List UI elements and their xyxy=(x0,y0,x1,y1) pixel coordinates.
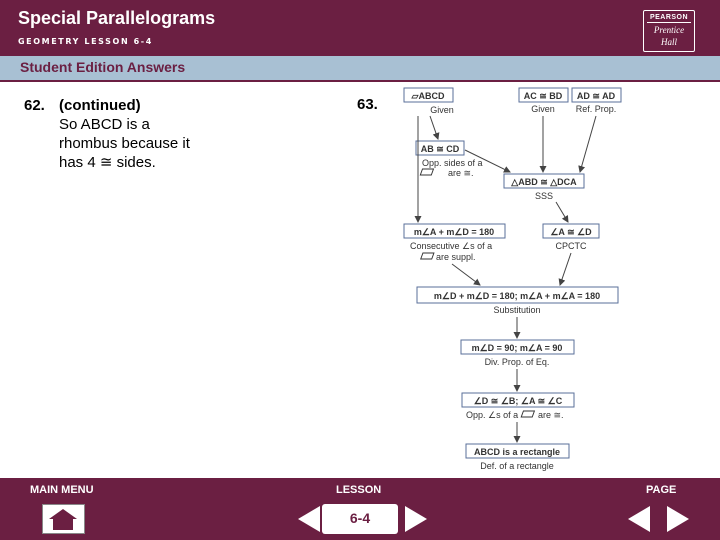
proof-box-text: AC ≅ BD xyxy=(523,91,563,101)
answer-62-number: 62. xyxy=(24,97,45,114)
previous-page-arrow-icon[interactable] xyxy=(628,506,650,532)
page-subtitle: GEOMETRY LESSON 6-4 xyxy=(18,37,153,46)
footer-bar xyxy=(0,478,720,540)
parallelogram-icon xyxy=(421,253,434,259)
proof-box-text: ▱ABCD xyxy=(411,91,445,101)
proof-box-text: ABCD is a rectangle xyxy=(473,447,561,457)
section-label: Student Edition Answers xyxy=(20,59,186,75)
main-menu-button[interactable] xyxy=(42,504,85,534)
next-page-arrow-icon[interactable] xyxy=(667,506,689,532)
proof-reason: SSS xyxy=(534,191,554,201)
proof-box-text: AB ≅ CD xyxy=(420,144,460,154)
proof-reason: are suppl. xyxy=(436,252,476,262)
lesson-label: LESSON xyxy=(336,484,382,496)
page-label: PAGE xyxy=(646,484,677,496)
proof-arrow xyxy=(580,116,596,172)
answer-62-line: rhombus because it xyxy=(59,135,190,152)
answer-62-line: has 4 ≅ sides. xyxy=(59,154,156,171)
proof-reason: Opp. sides of a xyxy=(422,158,483,168)
previous-lesson-arrow-icon[interactable] xyxy=(298,506,320,532)
proof-arrow xyxy=(452,264,480,285)
proof-reason: Given xyxy=(430,105,454,115)
proof-box-text: m∠D + m∠D = 180; m∠A + m∠A = 180 xyxy=(433,291,601,301)
next-lesson-arrow-icon[interactable] xyxy=(405,506,427,532)
logo-line1: Prentice xyxy=(653,25,685,35)
answer-62-line: So ABCD is a xyxy=(59,116,150,133)
proof-box-text: ∠D ≅ ∠B; ∠A ≅ ∠C xyxy=(473,396,563,406)
proof-reason: Substitution xyxy=(493,305,541,315)
proof-reason: are ≅. xyxy=(448,168,474,178)
lesson-number-button[interactable] xyxy=(322,504,398,534)
proof-reason: Opp. ∠s of a xyxy=(466,410,519,420)
home-icon xyxy=(43,505,84,533)
proof-reason: Ref. Prop. xyxy=(575,104,617,114)
proof-reason: Div. Prop. of Eq. xyxy=(484,357,550,367)
proof-box-text: m∠A + m∠D = 180 xyxy=(413,227,495,237)
proof-box-text: AD ≅ AD xyxy=(576,91,616,101)
proof-box-text: ∠A ≅ ∠D xyxy=(550,227,592,237)
parallelogram-icon xyxy=(420,169,433,175)
lesson-number: 6-4 xyxy=(349,510,371,526)
proof-reason: Given xyxy=(531,104,555,114)
main-menu-label: MAIN MENU xyxy=(30,484,94,496)
proof-reason: are ≅. xyxy=(538,410,564,420)
parallelogram-icon xyxy=(521,411,534,417)
page-title: Special Parallelograms xyxy=(18,8,216,28)
proof-arrow xyxy=(430,116,438,139)
answer-62-line: (continued) xyxy=(59,97,141,114)
proof-arrow xyxy=(560,253,571,285)
proof-box-text: △ABD ≅ △DCA xyxy=(511,177,577,187)
proof-reason: Def. of a rectangle xyxy=(480,461,554,471)
proof-reason: CPCTC xyxy=(555,241,587,251)
logo-top-text: PEARSON xyxy=(647,11,691,23)
answer-63-number: 63. xyxy=(357,96,378,113)
proof-box-text: m∠D = 90; m∠A = 90 xyxy=(471,343,563,353)
proof-reason: Consecutive ∠s of a xyxy=(410,241,493,251)
proof-arrow xyxy=(556,202,568,222)
logo-line2: Hall xyxy=(660,37,677,47)
